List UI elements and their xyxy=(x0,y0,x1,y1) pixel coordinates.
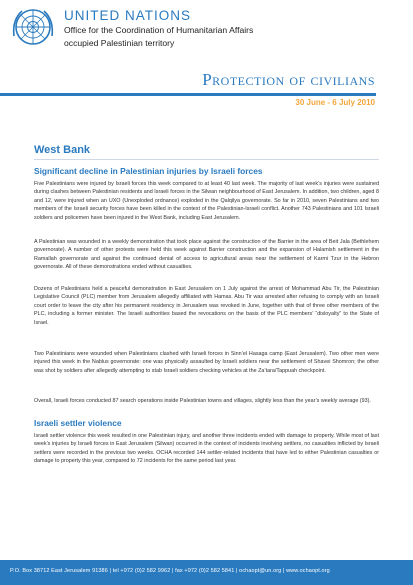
paragraph-4: Two Palestinians were wounded when Palestinians clashed with Israeli forces in Sinn’el Hasaga camp (East Jerusalem). Two other men were injured this week in the Nablus governorate: one was physically assaulted by Israeli soldiers near the settlement of Shavei Shomron; the other was shot by soldiers after allegedly attempting to stab Israeli soldiers checking vehicles at the Za’tara/Tappuah checkpoint. xyxy=(34,351,379,374)
territory-name: occupied Palestinian territory xyxy=(64,38,175,48)
page-header xyxy=(0,0,413,70)
subheading-injuries: Significant decline in Palestinian injuries by Israeli forces xyxy=(34,166,263,176)
document-title: Protection of civilians xyxy=(202,70,375,89)
footer-contact: P.O. Box 38712 East Jerusalem 91386 | tel +972 (0)2 582 9962 | fax +972 (0)2 582 5841 | ochaopt@un.org | www.ochaopt.org xyxy=(10,568,330,574)
paragraph-5: Overall, Israeli forces conducted 87 search operations inside Palestinian towns and villages, slightly less than the year’s weekly average (93). xyxy=(34,398,371,404)
un-emblem-icon xyxy=(10,6,56,48)
section-divider xyxy=(34,159,379,160)
office-name: Office for the Coordination of Humanitarian Affairs xyxy=(64,25,254,35)
paragraph-6: Israeli settler violence this week resulted in one Palestinian injury, and another three incidents ended with damage to property. While most of last week’s injuries by Israeli forces in East Jerusalem (Silwan) occurred in the context of incidents involving settlers, no casualties inflicted by Israeli settlers were recorded in the previous two weeks. OCHA recorded 144 settler-related incidents that have led to either Palestinian casualties or damage to property this year, compared to 72 incidents for the same period last year. xyxy=(34,433,379,465)
subheading-settler-violence: Israeli settler violence xyxy=(34,418,122,428)
paragraph-2: A Palestinian was wounded in a weekly demonstration that took place against the construction of the Barrier in the area of Beit Jala (Bethlehem governorate). A number of other protests were held this week against Barrier construction and the expansion of Halamish settlement in the Ramallah governorate and against the continued denial of access to agricultural areas near the settlement of Karmi Tzur in the Hebron governorate. All of these demonstrations ended without casualties. xyxy=(34,239,379,271)
title-divider xyxy=(0,93,376,96)
section-heading-west-bank: West Bank xyxy=(34,144,91,156)
org-name: UNITED NATIONS xyxy=(64,8,192,23)
paragraph-1: Five Palestinians were injured by Israeli forces this week compared to at least 40 last week. The majority of last week’s injuries were sustained during clashes between Palestinian residents and Israeli forces in the Silwan neighbourhood of East Jerusalem. In addition, two children, aged 8 and 12, were injured when an UXO (Unexploded ordnance) exploded in the Qalqilya governorate. So far in 2010, seven Palestinians and two members of the Israeli security forces have been killed in the context of the Palestinian-Israeli conflict. Another 743 Palestinians and 101 Israeli soldiers and policemen have been injured in the West Bank, including East Jerusalem. xyxy=(34,181,379,221)
paragraph-3: Dozens of Palestinians held a peaceful demonstration in East Jerusalem on 1 July against the arrest of Mohammad Abu Tir, the Palestinian Legislative Council (PLC) member from Jerusalem allegedly affiliated with Hamas. Abu Tir was arrested after refusing to comply with an Israeli court order to leave the city after his permanent residency in Jerusalem was revoked in June, together with that of three other members of the PLC, including a former minister. The Israeli authorities based the revocations on the basis of the PLC members’ “disloyalty” to the State of Israel. xyxy=(34,286,379,326)
page-footer xyxy=(0,560,413,585)
date-range: 30 June - 6 July 2010 xyxy=(295,98,375,107)
